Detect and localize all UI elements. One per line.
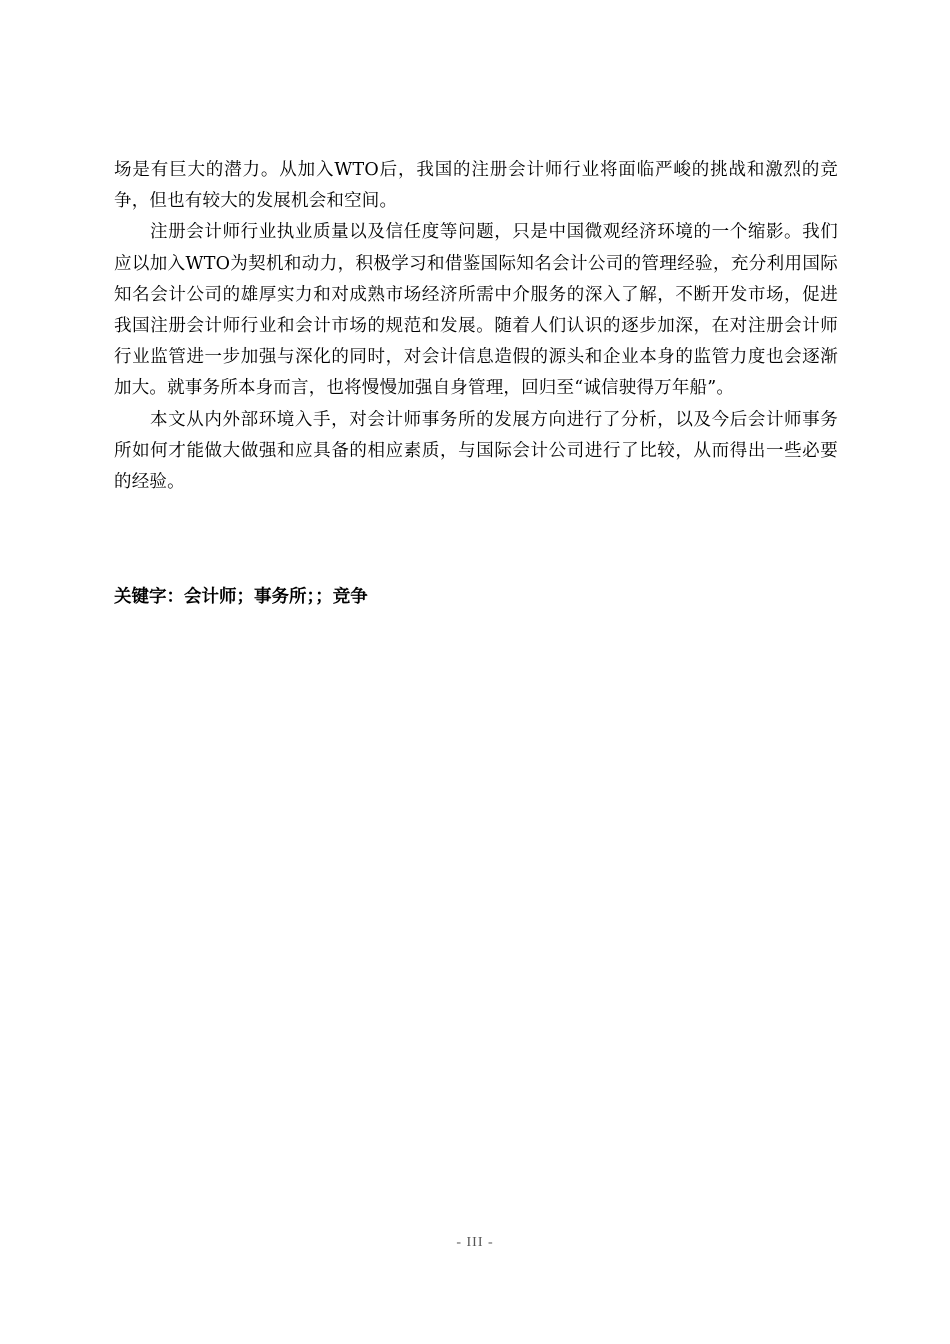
keywords-line: 关键字：会计师；事务所；；竞争: [114, 587, 368, 607]
paragraph-cpa-industry: 注册会计师行业执业质量以及信任度等问题，只是中国微观经济环境的一个缩影。我们应以加入WTO为契机和动力，积极学习和借鉴国际知名会计公司的管理经验，充分利用国际知名会计公司的雄厚实力和对成熟市场经济所需中介服务的深入了解，不断开发市场，促进我国注册会计师行业和会计市场的规范和发展。随着人们认识的逐步加深，在对注册会计师行业监管进一步加强与深化的同时，对会计信息造假的源头和企业本身的监管力度也会逐渐加大。就事务所本身而言，也将慢慢加强自身管理，回归至“诚信驶得万年船”。: [114, 222, 838, 399]
paragraph-summary: 本文从内外部环境入手，对会计师事务所的发展方向进行了分析，以及今后会计师事务所如何才能做大做强和应具备的相应素质，与国际会计公司进行了比较，从而得出一些必要的经验。: [114, 409, 838, 493]
body-text: [114, 155, 838, 498]
page-number: - III -: [456, 1235, 494, 1250]
paragraph-continuation: 场是有巨大的潜力。从加入WTO后，我国的注册会计师行业将面临严峻的挑战和激烈的竞争，但也有较大的发展机会和空间。: [114, 160, 838, 212]
